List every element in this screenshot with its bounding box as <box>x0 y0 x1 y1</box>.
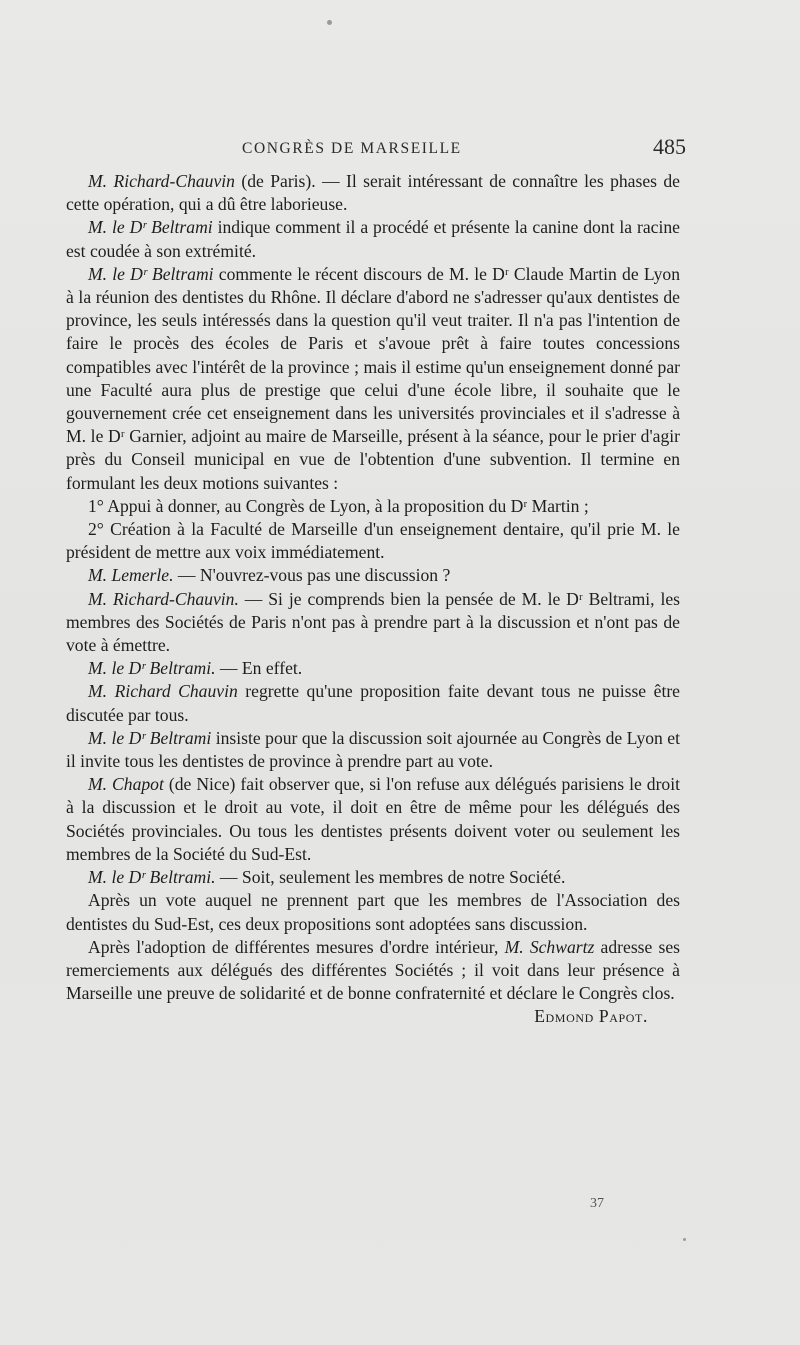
paragraph <box>66 936 680 1006</box>
paragraph <box>66 495 680 518</box>
signature-line <box>66 1005 680 1028</box>
paragraph-text: — N'ouvrez-vous pas une discussion ? <box>173 565 451 586</box>
paragraph <box>66 773 680 866</box>
speaker-name: M. Lemerle. <box>88 565 174 586</box>
paragraph-text: — Si je comprends bien la pensée de M. le Dʳ Beltrami, les membres des Sociétés de Paris n'ont pas à prendre part à la discussion et n'ont pas de vote à émettre. <box>66 588 681 656</box>
paragraph-text: regrette qu'une proposition faite devant tous ne puisse être discutée par tous. <box>66 681 680 725</box>
speaker-name: M. le Dʳ Beltrami <box>88 263 214 284</box>
paragraph <box>66 680 680 726</box>
speaker-name: M. Richard Chauvin <box>88 681 238 702</box>
paragraph <box>66 588 680 658</box>
paragraph-text: adresse ses remerciements aux délégués des différentes Sociétés ; il voit dans leur présence à Marseille une preuve de solidarité et de bonne confraternité et déclare le Congrès clos. <box>66 936 681 1004</box>
paragraph <box>66 866 680 889</box>
paragraph <box>66 657 680 680</box>
speaker-name: M. le Dʳ Beltrami. <box>88 658 216 679</box>
paragraph-text: Après l'adoption de différentes mesures d'ordre intérieur, <box>88 936 505 957</box>
paper-speck <box>327 20 332 25</box>
paper-speck <box>683 1238 686 1241</box>
paragraph <box>66 263 680 495</box>
running-title: CONGRÈS DE MARSEILLE <box>242 140 462 157</box>
paragraph-text: insiste pour que la discussion soit ajournée au Congrès de Lyon et il invite tous les dentistes de province à prendre part au vote. <box>66 727 680 772</box>
paragraph-text: commente le récent discours de M. le Dʳ Claude Martin de Lyon à la réunion des dentistes du Rhône. Il déclare d'abord ne s'adresser qu'aux dentistes de province, les seuls intéressés dans la question qu'il veut traiter. Il n'a pas l'intention de faire le procès des écoles de Paris et s'avoue prêt à faire toutes concessions compatibles avec l'intérêt de la province ; mais il estime qu'un enseignement donné par une Faculté aura plus de prestige que celui d'une école libre, il souhaite que le gouvernement crée cet enseignement dans les universités provinciales et il s'adresse à M. le Dʳ Garnier, adjoint au maire de Marseille, présent à la séance, pour le prier d'agir près du Conseil municipal en vue de l'obtention d'une subvention. Il termine en formulant les deux motions suivantes : <box>66 263 680 493</box>
paragraph <box>66 518 680 564</box>
sheet-number: 37 <box>590 1196 604 1211</box>
paragraph <box>66 727 680 773</box>
paragraph-text: 2° Création à la Faculté de Marseille d'un enseignement dentaire, qu'il prie M. le président de mettre aux voix immédiatement. <box>66 519 680 563</box>
paragraph <box>66 170 680 216</box>
speaker-name: M. Schwartz <box>504 936 595 957</box>
paragraph-text: Après un vote auquel ne prennent part que les membres de l'Association des dentistes du Sud-Est, ces deux propositions sont adoptées sans discussion. <box>66 890 680 934</box>
speaker-name: M. Richard-Chauvin. <box>88 588 239 609</box>
paragraph <box>66 216 680 262</box>
paragraph-text: — Soit, seulement les membres de notre Société. <box>215 867 566 888</box>
paragraph <box>66 889 680 935</box>
paragraph-text: (de Paris). — Il serait intéressant de connaître les phases de cette opération, qui a dû être laborieuse. <box>66 171 680 215</box>
paragraph <box>66 564 680 587</box>
speaker-name: M. le Dʳ Beltrami <box>88 727 212 748</box>
body-text <box>66 170 680 1029</box>
author-signature: Edmond Papot. <box>534 1006 648 1027</box>
page-header <box>66 132 686 166</box>
speaker-name: M. le Dʳ Beltrami. <box>88 867 216 888</box>
paragraph-text: — En effet. <box>215 658 303 679</box>
speaker-name: M. Chapot <box>88 774 164 795</box>
paragraph-text: 1° Appui à donner, au Congrès de Lyon, à la proposition du Dʳ Martin ; <box>88 495 589 516</box>
paragraph-text: indique comment il a procédé et présente la canine dont la racine est coudée à son extrémité. <box>66 217 680 261</box>
speaker-name: M. le Dʳ Beltrami <box>88 217 213 238</box>
paragraph-text: (de Nice) fait observer que, si l'on refuse aux délégués parisiens le droit à la discussion et le droit au vote, il doit en être de même pour les délégués des Sociétés provinciales. Ou tous les dentistes présents doivent voter ou seulement les membres de la Société du Sud-Est. <box>66 774 681 864</box>
speaker-name: M. Richard-Chauvin <box>88 171 235 191</box>
page-number: 485 <box>653 134 686 159</box>
